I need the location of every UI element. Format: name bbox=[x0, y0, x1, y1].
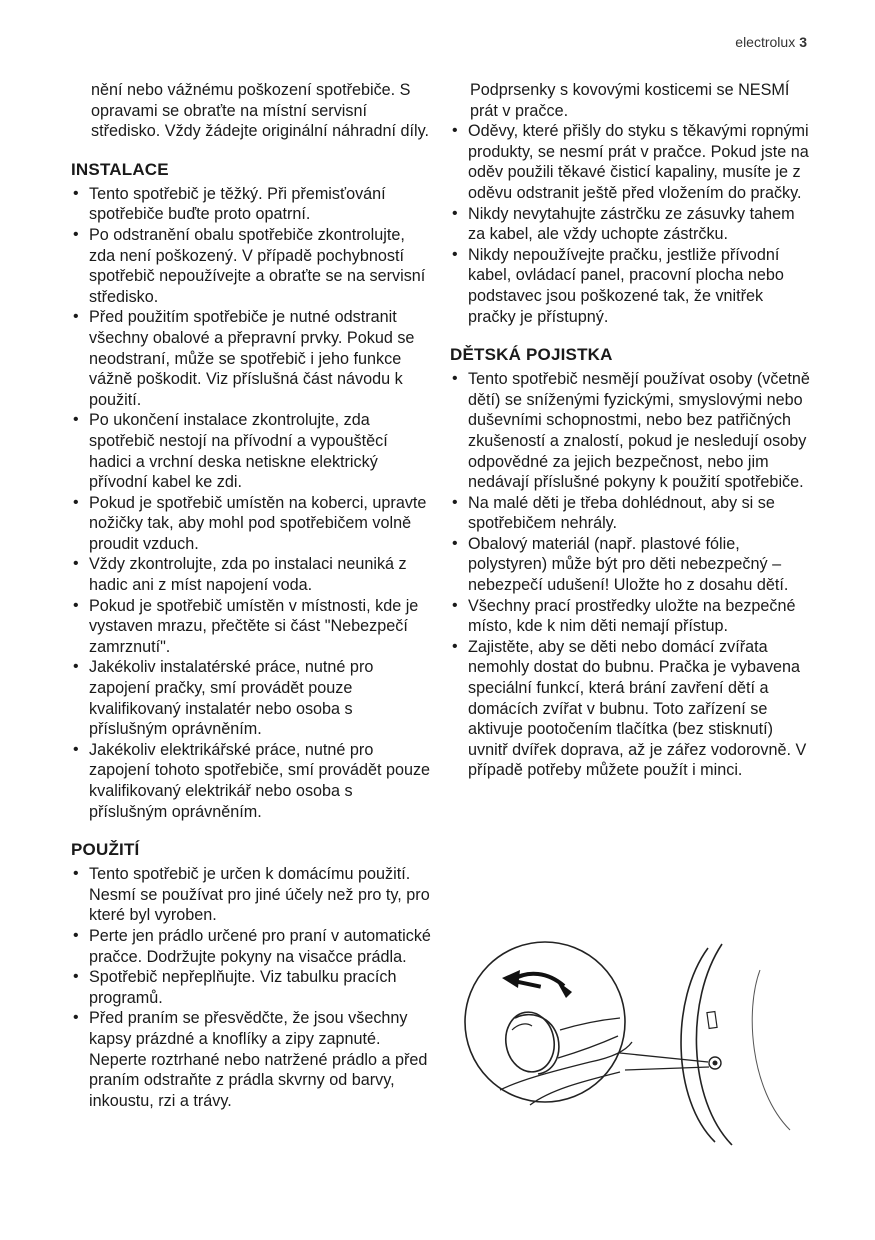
list-item: • Po odstranění obalu spotřebiče zkontrolujte, zda není poškozený. V případě pochybností spotřebič nepoužívejte a obraťte se na servisní středisko. bbox=[71, 225, 431, 307]
list-item: • Nikdy nepoužívejte pračku, jestliže přívodní kabel, ovládací panel, pracovní plocha nebo podstavec jsou poškozené tak, že vnitřek pračky je přístupný. bbox=[450, 245, 810, 327]
list-item: • Tento spotřebič je těžký. Při přemisťování spotřebiče buďte proto opatrní. bbox=[71, 184, 431, 225]
list-item: • Před použitím spotřebiče je nutné odstranit všechny obalové a přepravní prvky. Pokud se neodstraní, může se spotřebič i jeho funkce vážně poškodit. Viz příslušná část návodu k použití. bbox=[71, 307, 431, 410]
list-item: • Spotřebič nepřeplňujte. Viz tabulku pracích programů. bbox=[71, 967, 431, 1008]
section-title-pouziti: POUŽITÍ bbox=[71, 840, 140, 860]
right-intro-text: Podprsenky s kovovými kosticemi se NESMÍ prát v pračce. bbox=[470, 81, 790, 120]
list-item: • Tento spotřebič je určen k domácímu použití. Nesmí se používat pro jiné účely než pro ty, pro které byl vyroben. bbox=[71, 864, 431, 926]
page-number: 3 bbox=[799, 34, 807, 50]
list-item: • Po ukončení instalace zkontrolujte, zda spotřebič nestojí na přívodní a vypouštěcí hadici a vrchní deska netiskne elektrický přívodní kabel ke zdi. bbox=[71, 410, 431, 492]
pouziti-continued-list bbox=[450, 121, 810, 327]
list-item: • Jakékoliv instalatérské práce, nutné pro zapojení pračky, smí provádět pouze kvalifikovaný instalatér nebo osoba s příslušným oprávněním. bbox=[71, 657, 431, 739]
list-item: • Oděvy, které přišly do styku s těkavými ropnými produkty, se nesmí prát v pračce. Pokud jste na oděv použili těkavé čisticí kapaliny, musíte je z oděvu odstranit ještě před vložením do pračky. bbox=[450, 121, 810, 203]
pouziti-list bbox=[71, 864, 431, 1111]
left-intro-text: nění nebo vážnému poškození spotřebiče. S opravami se obraťte na místní servisní středisko. Vždy žádejte originální náhradní díly. bbox=[91, 81, 430, 141]
left-column bbox=[71, 80, 431, 1111]
section-title-instalace: INSTALACE bbox=[71, 159, 169, 179]
brand-name: electrolux bbox=[735, 34, 796, 50]
right-column bbox=[450, 80, 810, 781]
list-item: • Jakékoliv elektrikářské práce, nutné pro zapojení tohoto spotřebiče, smí provádět pouze kvalifikovaný elektrikář nebo osoba s příslušným oprávněním. bbox=[71, 740, 431, 822]
list-item: • Nikdy nevytahujte zástrčku ze zásuvky tahem za kabel, ale vždy uchopte zástrčku. bbox=[450, 204, 810, 245]
child-lock-drawing bbox=[460, 940, 820, 1150]
detska-pojistka-list bbox=[450, 369, 810, 781]
list-item: • Pokud je spotřebič umístěn v místnosti, kde je vystaven mrazu, přečtěte si část "Nebezpečí zamrznutí". bbox=[71, 596, 431, 658]
page-header bbox=[735, 34, 807, 50]
list-item: • Pokud je spotřebič umístěn na koberci, upravte nožičky tak, aby mohl pod spotřebičem volně proudit vzduch. bbox=[71, 493, 431, 555]
section-title-detska-pojistka: DĚTSKÁ POJISTKA bbox=[450, 345, 613, 365]
instalace-list bbox=[71, 184, 431, 822]
list-item: • Vždy zkontrolujte, zda po instalaci neuniká z hadic ani z míst napojení voda. bbox=[71, 554, 431, 595]
list-item: • Perte jen prádlo určené pro praní v automatické pračce. Dodržujte pokyny na visačce prádla. bbox=[71, 926, 431, 967]
child-lock-illustration bbox=[460, 940, 820, 1150]
list-item: • Všechny prací prostředky uložte na bezpečné místo, kde k nim děti nemají přístup. bbox=[450, 596, 810, 637]
list-item: • Na malé děti je třeba dohlédnout, aby si se spotřebičem nehrály. bbox=[450, 493, 810, 534]
list-item: • Obalový materiál (např. plastové fólie, polystyren) může být pro děti nebezpečný – nebezpečí udušení! Uložte ho z dosahu dětí. bbox=[450, 534, 810, 596]
list-item: • Před praním se přesvědčte, že jsou všechny kapsy prázdné a knoflíky a zipy zapnuté. Neperte roztrhané nebo natržené prádlo a před praním odstraňte z prádla skvrny od barvy, inkoustu, rzi a trávy. bbox=[71, 1008, 431, 1111]
list-item: • Zajistěte, aby se děti nebo domácí zvířata nemohly dostat do bubnu. Pračka je vybavena speciální funkcí, která brání zavření dětí a domácích zvířat v bubnu. Toto zařízení se aktivuje pootočením tlačítka (bez stisknutí) uvnitř dvířek doprava, až je zářez vodorovně. V případě potřeby můžete použít i minci. bbox=[450, 637, 810, 781]
list-item: • Tento spotřebič nesmějí používat osoby (včetně dětí) se sníženými fyzickými, smyslovými nebo duševními schopnostmi, nebo bez patřičných zkušeností a znalostí, pokud je nesledují osoby odpovědné za jejich bezpečnost, nebo jim nedávají příslušné pokyny k použití spotřebiče. bbox=[450, 369, 810, 493]
